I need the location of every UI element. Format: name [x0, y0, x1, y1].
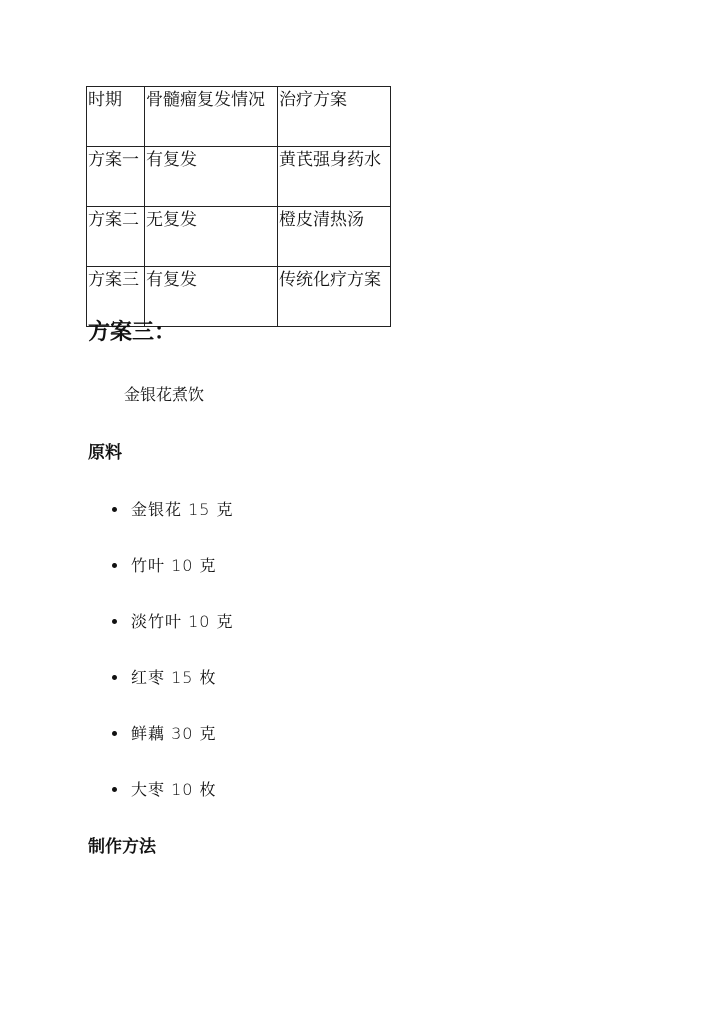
table-cell: 传统化疗方案 — [278, 267, 391, 327]
table-cell: 有复发 — [145, 147, 278, 207]
list-item — [112, 779, 217, 801]
table-row — [87, 87, 391, 147]
list-item — [112, 611, 234, 633]
bullet-icon — [112, 731, 117, 736]
table-cell: 橙皮清热汤 — [278, 207, 391, 267]
table-cell: 有复发 — [145, 267, 278, 327]
method-heading: 制作方法 — [88, 837, 156, 857]
table-cell: 方案一 — [87, 147, 145, 207]
treatment-table — [86, 86, 391, 327]
list-item — [112, 555, 217, 577]
ingredient-text: 竹叶 10 克 — [131, 556, 217, 575]
ingredients-heading: 原料 — [88, 443, 122, 463]
table-cell: 方案二 — [87, 207, 145, 267]
ingredient-text: 金银花 15 克 — [131, 500, 234, 519]
bullet-icon — [112, 507, 117, 512]
section-heading: 方案三： — [88, 319, 177, 345]
list-item — [112, 667, 217, 689]
ingredient-text: 大枣 10 枚 — [131, 780, 217, 799]
table-row — [87, 147, 391, 207]
bullet-icon — [112, 563, 117, 568]
list-item — [112, 499, 234, 521]
table-cell: 无复发 — [145, 207, 278, 267]
list-item — [112, 723, 217, 745]
table-cell: 方案三 — [87, 267, 145, 327]
table-cell: 治疗方案 — [278, 87, 391, 147]
bullet-icon — [112, 675, 117, 680]
ingredient-text: 淡竹叶 10 克 — [131, 612, 234, 631]
table-cell: 骨髓瘤复发情况 — [145, 87, 278, 147]
recipe-name: 金银花煮饮 — [124, 385, 205, 404]
table-cell: 时期 — [87, 87, 145, 147]
table-cell: 黄芪强身药水 — [278, 147, 391, 207]
table-row — [87, 207, 391, 267]
bullet-icon — [112, 787, 117, 792]
ingredient-text: 鲜藕 30 克 — [131, 724, 217, 743]
bullet-icon — [112, 619, 117, 624]
ingredient-text: 红枣 15 枚 — [131, 668, 217, 687]
